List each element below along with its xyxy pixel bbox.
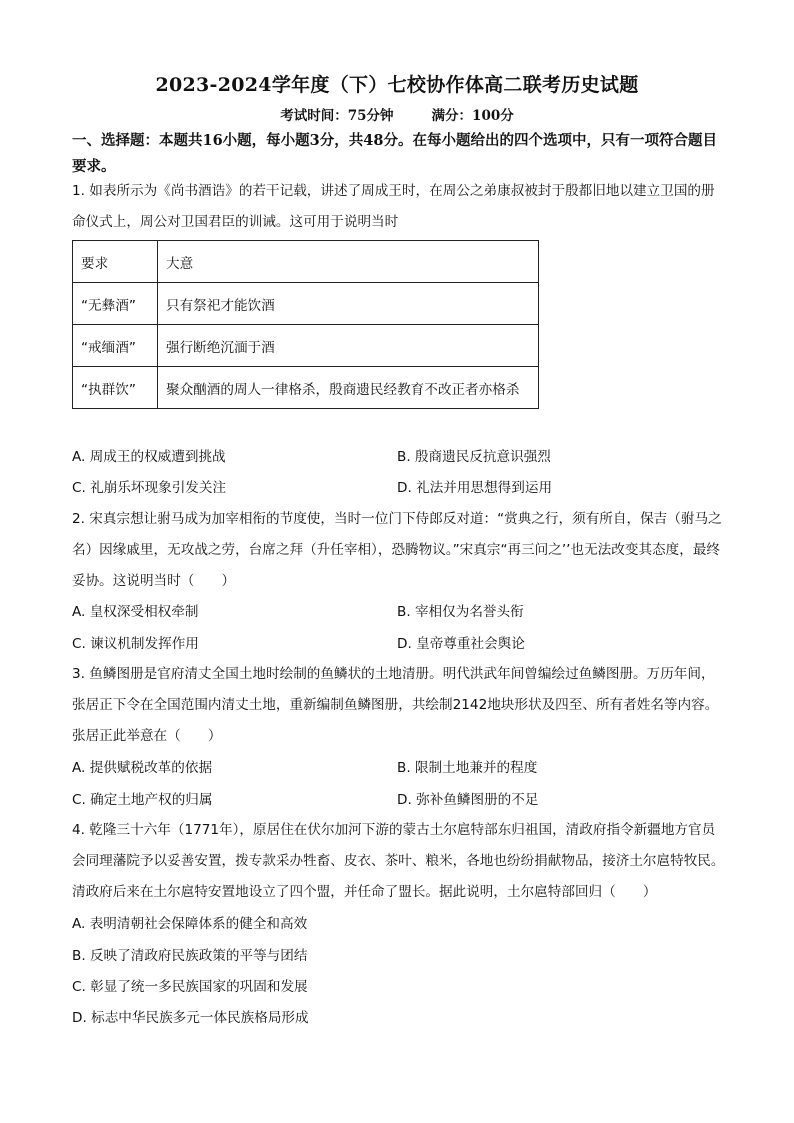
question-4-option-a: A. 表明清朝社会保障体系的健全和高效 <box>72 916 308 932</box>
exam-time: 考试时间：75分钟 <box>280 108 394 124</box>
table-header-row <box>73 241 539 283</box>
question-1-option-d: D. 礼法并用思想得到运用 <box>397 480 553 496</box>
question-3-option-d: D. 弥补鱼鳞图册的不足 <box>397 792 539 808</box>
table-row <box>73 283 539 325</box>
section-heading: 一、选择题：本题共16小题，每小题3分，共48分。在每小题给出的四个选项中，只有一项符合题目要求。 <box>72 132 717 175</box>
table-cell: “执群饮” <box>73 367 158 409</box>
table-cell: 只有祭祀才能饮酒 <box>158 283 539 325</box>
question-1-table <box>72 240 539 409</box>
question-4-option-c: C. 彰显了统一多民族国家的巩固和发展 <box>72 979 308 995</box>
table-cell: 聚众酗酒的周人一律格杀，殷商遗民经教育不改正者亦格杀 <box>158 367 539 409</box>
question-3-option-a: A. 提供赋税改革的依据 <box>72 760 213 776</box>
question-3-option-c: C. 确定土地产权的归属 <box>72 792 213 808</box>
question-4-option-d: D. 标志中华民族多元一体民族格局形成 <box>72 1010 309 1026</box>
question-2-option-b: B. 宰相仅为名誉头衔 <box>397 604 524 620</box>
question-3-stem: 3. 鱼鳞图册是官府清丈全国土地时绘制的鱼鳞状的土地清册。明代洪武年间曾编绘过鱼鳞图册。万历年间，张居正下令在全国范围内清丈土地，重新编制鱼鳞图册，共绘制2142地块形状及四至、所有者姓名等内容。张居正此举意在（ ） <box>72 666 719 744</box>
full-score: 满分：100分 <box>431 108 514 124</box>
question-1-option-b: B. 殷商遗民反抗意识强烈 <box>397 449 551 465</box>
question-2-option-a: A. 皇权深受相权牵制 <box>72 604 199 620</box>
exam-title: 2023-2024学年度（下）七校协作体高二联考历史试题 <box>155 74 639 96</box>
question-2-option-c: C. 谏议机制发挥作用 <box>72 636 199 652</box>
question-4-option-b: B. 反映了清政府民族政策的平等与团结 <box>72 948 308 964</box>
question-1-option-a: A. 周成王的权威遭到挑战 <box>72 449 226 465</box>
question-3-option-b: B. 限制土地兼并的程度 <box>397 760 538 776</box>
question-1-option-c: C. 礼崩乐坏现象引发关注 <box>72 480 227 496</box>
question-2-option-d: D. 皇帝尊重社会舆论 <box>397 636 525 652</box>
question-2-stem: 2. 宋真宗想让驸马成为加宰相衔的节度使，当时一位门下侍郎反对道：“赏典之行，须有所自，保吉（驸马之名）因缘戚里，无攻战之劳，台席之拜（升任宰相），恐腾物议。”宋真宗“再三问之’’也无法改变其态度，最终妥协。这说明当时（ ） <box>72 511 722 589</box>
table-cell: “戒缅酒” <box>73 325 158 367</box>
exam-info <box>0 104 794 124</box>
table-row <box>73 367 539 409</box>
question-4-stem: 4. 乾隆三十六年（1771年），原居住在伏尔加河下游的蒙古土尔扈特部东归祖国，清政府指令新疆地方官员会同理藩院予以妥善安置，拨专款采办牲畜、皮衣、茶叶、粮米，各地也纷纷捐献物品，接济土尔扈特牧民。清政府后来在土尔扈特安置地设立了四个盟，并任命了盟长。据此说明，土尔扈特部回归（ ） <box>72 822 725 900</box>
table-header-cell: 要求 <box>73 241 158 283</box>
table-header-cell: 大意 <box>158 241 539 283</box>
table-cell: “无彝酒” <box>73 283 158 325</box>
table-row <box>73 325 539 367</box>
table-cell: 强行断绝沉湎于酒 <box>158 325 539 367</box>
question-1-stem: 1. 如表所示为《尚书酒诰》的若干记载，讲述了周成王时，在周公之弟康叔被封于殷都旧地以建立卫国的册命仪式上，周公对卫国君臣的训诫。这可用于说明当时 <box>72 183 715 230</box>
